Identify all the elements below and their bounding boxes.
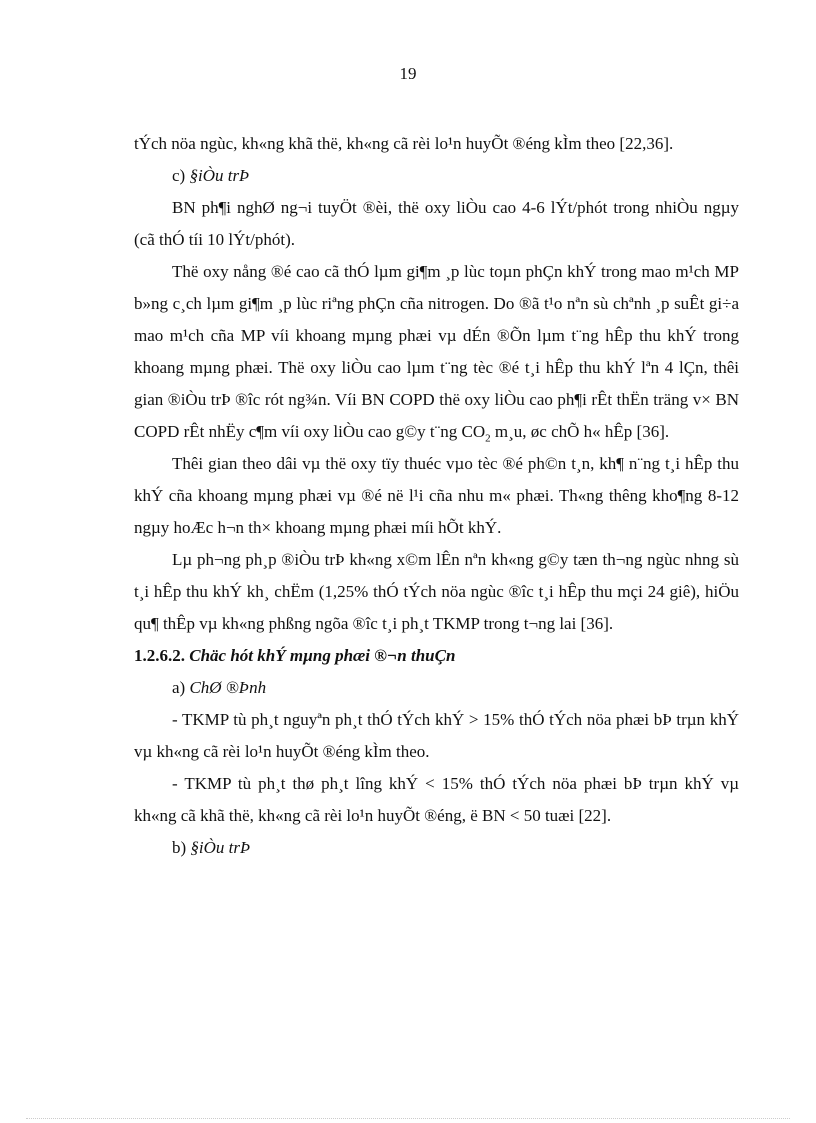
- item-c-title: §iÒu trÞ: [189, 166, 250, 185]
- item-b-label: b): [172, 838, 191, 857]
- section-number: 1.2.6.2.: [134, 646, 190, 665]
- item-a: [134, 672, 739, 704]
- page-number: 19: [399, 64, 417, 83]
- paragraph-6: - TKMP tù ph¸t nguyªn ph¸t thÓ tÝch khÝ > 15% thÓ tÝch nöa phæi bÞ trµn khÝ vµ kh«ng cã rèi lo¹n huyÕt ®éng kÌm theo.: [134, 710, 739, 761]
- paragraph-3: [134, 256, 739, 448]
- item-c: [134, 160, 739, 192]
- section-title: Chäc hót khÝ mµng phæi ®¬n thuÇn: [189, 646, 456, 665]
- paragraph-3-text: Thë oxy nång ®é cao cã thÓ lµm gi¶m ¸p lùc toµn phÇn khÝ trong mao m¹ch MP b»ng c¸ch lµm gi¶m ¸p lùc riªng phÇn cña nitrogen. Do ®ã t¹o nªn sù chªnh ¸p suÊt gi÷a mao m¹ch cña MP víi khoang mµng phæi vµ dÉn ®Õn lµm t¨ng hÊp thu khÝ trong khoang mµng phæi. Thë oxy liÒu cao lµm t¨ng tèc ®é t¸i hÊp thu khÝ lªn 4 lÇn, thêi gian ®iÒu trÞ ®îc rót ng¾n. Víi BN COPD thë oxy liÒu cao ph¶i rÊt thËn träng v× BN COPD rÊt nhËy c¶m víi oxy liÒu cao g©y t¨ng CO: [134, 262, 739, 441]
- item-b-title: §iÒu trÞ: [190, 838, 251, 857]
- item-b: [134, 832, 739, 864]
- item-c-label: c): [172, 166, 190, 185]
- paragraph-3-end: m¸u, øc chÕ h« hÊp [36].: [490, 422, 670, 441]
- item-a-title: ChØ ®Þnh: [189, 678, 267, 697]
- paragraph-5: Lµ ph¬ng ph¸p ®iÒu trÞ kh«ng x©m lÊn nªn kh«ng g©y tæn th¬ng ngùc nhng sù t¸i hÊp thu khÝ kh¸ chËm (1,25% thÓ tÝch nöa ngùc ®îc t¸i hÊp thu mçi 24 giê), hiÖu qu¶ thÊp vµ kh«ng phßng ngõa ®îc t¸i ph¸t TKMP trong t¬ng lai [36].: [134, 550, 739, 633]
- paragraph-2: BN ph¶i nghØ ng¬i tuyÖt ®èi, thë oxy liÒu cao 4-6 lÝt/phót trong nhiÒu ngµy (cã thÓ tíi 10 lÝt/phót).: [134, 198, 739, 249]
- section-heading: [134, 640, 739, 672]
- page-bottom-border: [26, 1118, 790, 1119]
- item-a-label: a): [172, 678, 190, 697]
- paragraph-7: - TKMP tù ph¸t thø ph¸t lîng khÝ < 15% thÓ tÝch nöa phæi bÞ trµn khÝ vµ kh«ng cã khã thë, kh«ng cã rèi lo¹n huyÕt ®éng, ë BN < 50 tuæi [22].: [134, 774, 739, 825]
- paragraph-1: tÝch nöa ngùc, kh«ng khã thë, kh«ng cã rèi lo¹n huyÕt ®éng kÌm theo [22,36].: [134, 134, 674, 153]
- paragraph-4: Thêi gian theo dâi vµ thë oxy tïy thuéc vµo tèc ®é ph©n t¸n, kh¶ n¨ng t¸i hÊp thu khÝ cña khoang mµng phæi vµ ®é në l¹i cña nhu m« phæi. Th«ng thêng kho¶ng 8-12 ngµy hoÆc h¬n th× khoang mµng phæi míi hÕt khÝ.: [134, 454, 739, 537]
- paragraph-3-subscript: 2: [485, 432, 491, 445]
- document-body: [134, 128, 739, 864]
